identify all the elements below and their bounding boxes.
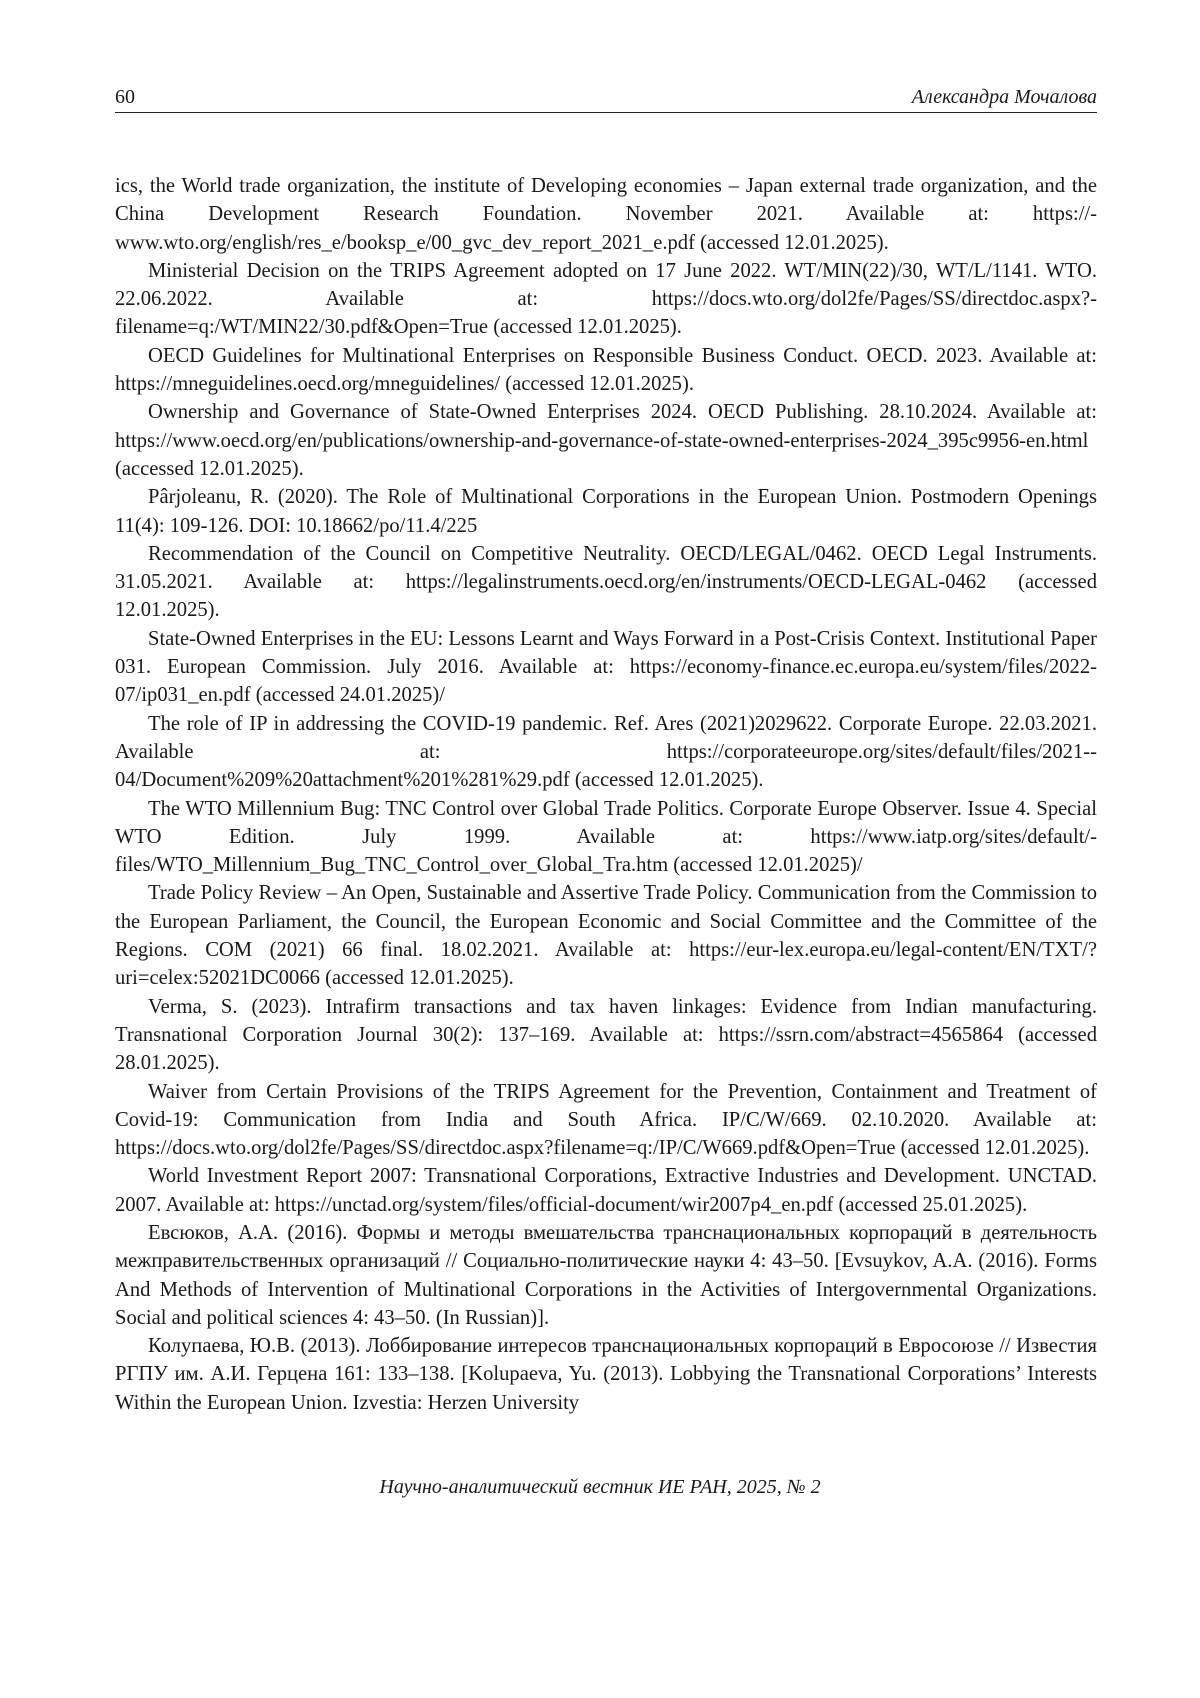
reference-item: Waiver from Certain Provisions of the TRIPS Agreement for the Prevention, Containment and Treatment of Covid-19: Communication from India and South Africa. IP/C/W/669. 02.10.2020. Available at: https://docs.wto.org/dol2fe/Pages/SS/directdoc.aspx?filename=q:/IP/C/W669.pdf&Open=True (accessed 12.01.2025). xyxy=(115,1080,1097,1160)
reference-item: The WTO Millennium Bug: TNC Control over Global Trade Politics. Corporate Europe Observer. Issue 4. Special WTO Edition. July 1999. Available at: https://www.iatp.org/sites/default/files/WTO_Millennium_Bug_TNC_Control_over_Global_Tra.htm (accessed 12.01.2025)/ xyxy=(115,797,1097,877)
reference-item: ics, the World trade organization, the institute of Developing economies – Japan external trade organization, and the China Development Research Foundation. November 2021. Available at: https://www.wto.org/english/res_e/booksp_e/00_gvc_dev_report_2021_e.pdf (accessed 12.01.2025). xyxy=(115,175,1097,254)
reference-item: Verma, S. (2023). Intrafirm transactions and tax haven linkages: Evidence from Indian manufacturing. Transnational Corporation Journal 30(2): 137–169. Available at: https://ssrn.com/abstract=4565864 (accessed 28.01.2025). xyxy=(115,995,1097,1075)
reference-item: Ministerial Decision on the TRIPS Agreement adopted on 17 June 2022. WT/MIN(22)/30, WT/L/1141. WTO. 22.06.2022. Available at: https://docs.wto.org/dol2fe/Pages/SS/directdoc.aspx?filename=q:/WT/MIN22/30.pdf&Open=True (accessed 12.01.2025). xyxy=(115,259,1097,339)
reference-item: OECD Guidelines for Multinational Enterprises on Responsible Business Conduct. OECD. 2023. Available at: https://mneguidelines.oecd.org/mneguidelines/ (accessed 12.01.2025). xyxy=(115,344,1097,396)
reference-item: State-Owned Enterprises in the EU: Lessons Learnt and Ways Forward in a Post-Crisis Context. Institutional Paper 031. European Commission. July 2016. Available at: https://economy-finance.ec.europa.eu/system/files/2022-07/ip031_en.pdf (accessed 24.01.2025)/ xyxy=(115,627,1097,707)
reference-item: The role of IP in addressing the COVID-19 pandemic. Ref. Ares (2021)2029622. Corporate Europe. 22.03.2021. Available at: https://corporateeurope.org/sites/default/files/2021-04/Document%209%20attachment%201%281%29.pdf (accessed 12.01.2025). xyxy=(115,712,1097,792)
reference-item: Евсюков, А.А. (2016). Формы и методы вмешательства транснациональных корпораций в деятельность межправительственных организаций // Социально-политические науки 4: 43–50. [Evsuykov, A.A. (2016). Forms And Methods of Intervention of Multinational Corporations in the Activities of Intergovernmental Organizations. Social and political sciences 4: 43–50. (In Russian)]. xyxy=(115,1221,1097,1329)
journal-footer: Научно-аналитический вестник ИЕ РАН, 2025, № 2 xyxy=(379,1476,821,1498)
running-author: Александра Мочалова xyxy=(911,86,1097,108)
reference-item: World Investment Report 2007: Transnational Corporations, Extractive Industries and Development. UNCTAD. 2007. Available at: https://unctad.org/system/files/official-document/wir2007p4_en.pdf (accessed 25.01.2025). xyxy=(115,1165,1097,1216)
reference-item: Recommendation of the Council on Competitive Neutrality. OECD/LEGAL/0462. OECD Legal Instruments. 31.05.2021. Available at: https://legalinstruments.oecd.org/en/instruments/OECD-LEGAL-0462 (accessed 12.01.2025). xyxy=(115,542,1097,622)
reference-item: Pârjoleanu, R. (2020). The Role of Multinational Corporations in the European Union. Postmodern Openings 11(4): 109-126. DOI: 10.18662/po/11.4/225 xyxy=(115,486,1097,537)
running-header xyxy=(115,86,1097,113)
reference-list xyxy=(115,172,1097,1417)
reference-item: Ownership and Governance of State-Owned Enterprises 2024. OECD Publishing. 28.10.2024. Available at: https://www.oecd.org/en/publications/ownership-and-governance-of-state-owned-enterprises-2024_395c9956-en.html (accessed 12.01.2025). xyxy=(115,401,1097,480)
reference-item: Trade Policy Review – An Open, Sustainable and Assertive Trade Policy. Communication from the Commission to the European Parliament, the Council, the European Economic and Social Committee and the Committee of the Regions. COM (2021) 66 final. 18.02.2021. Available at: https://eur-lex.europa.eu/legal-content/EN/TXT/?uri=celex:52021DC0066 (accessed 12.01.2025). xyxy=(115,882,1097,990)
reference-item: Колупаева, Ю.В. (2013). Лоббирование интересов транснациональных корпораций в Евросоюзе // Известия РГПУ им. А.И. Герцена 161: 133–138. [Kolupaeva, Yu. (2013). Lobbying the Transnational Corporations’ Interests Within the European Union. Izvestia: Herzen University xyxy=(115,1335,1097,1414)
page-number: 60 xyxy=(115,86,135,108)
